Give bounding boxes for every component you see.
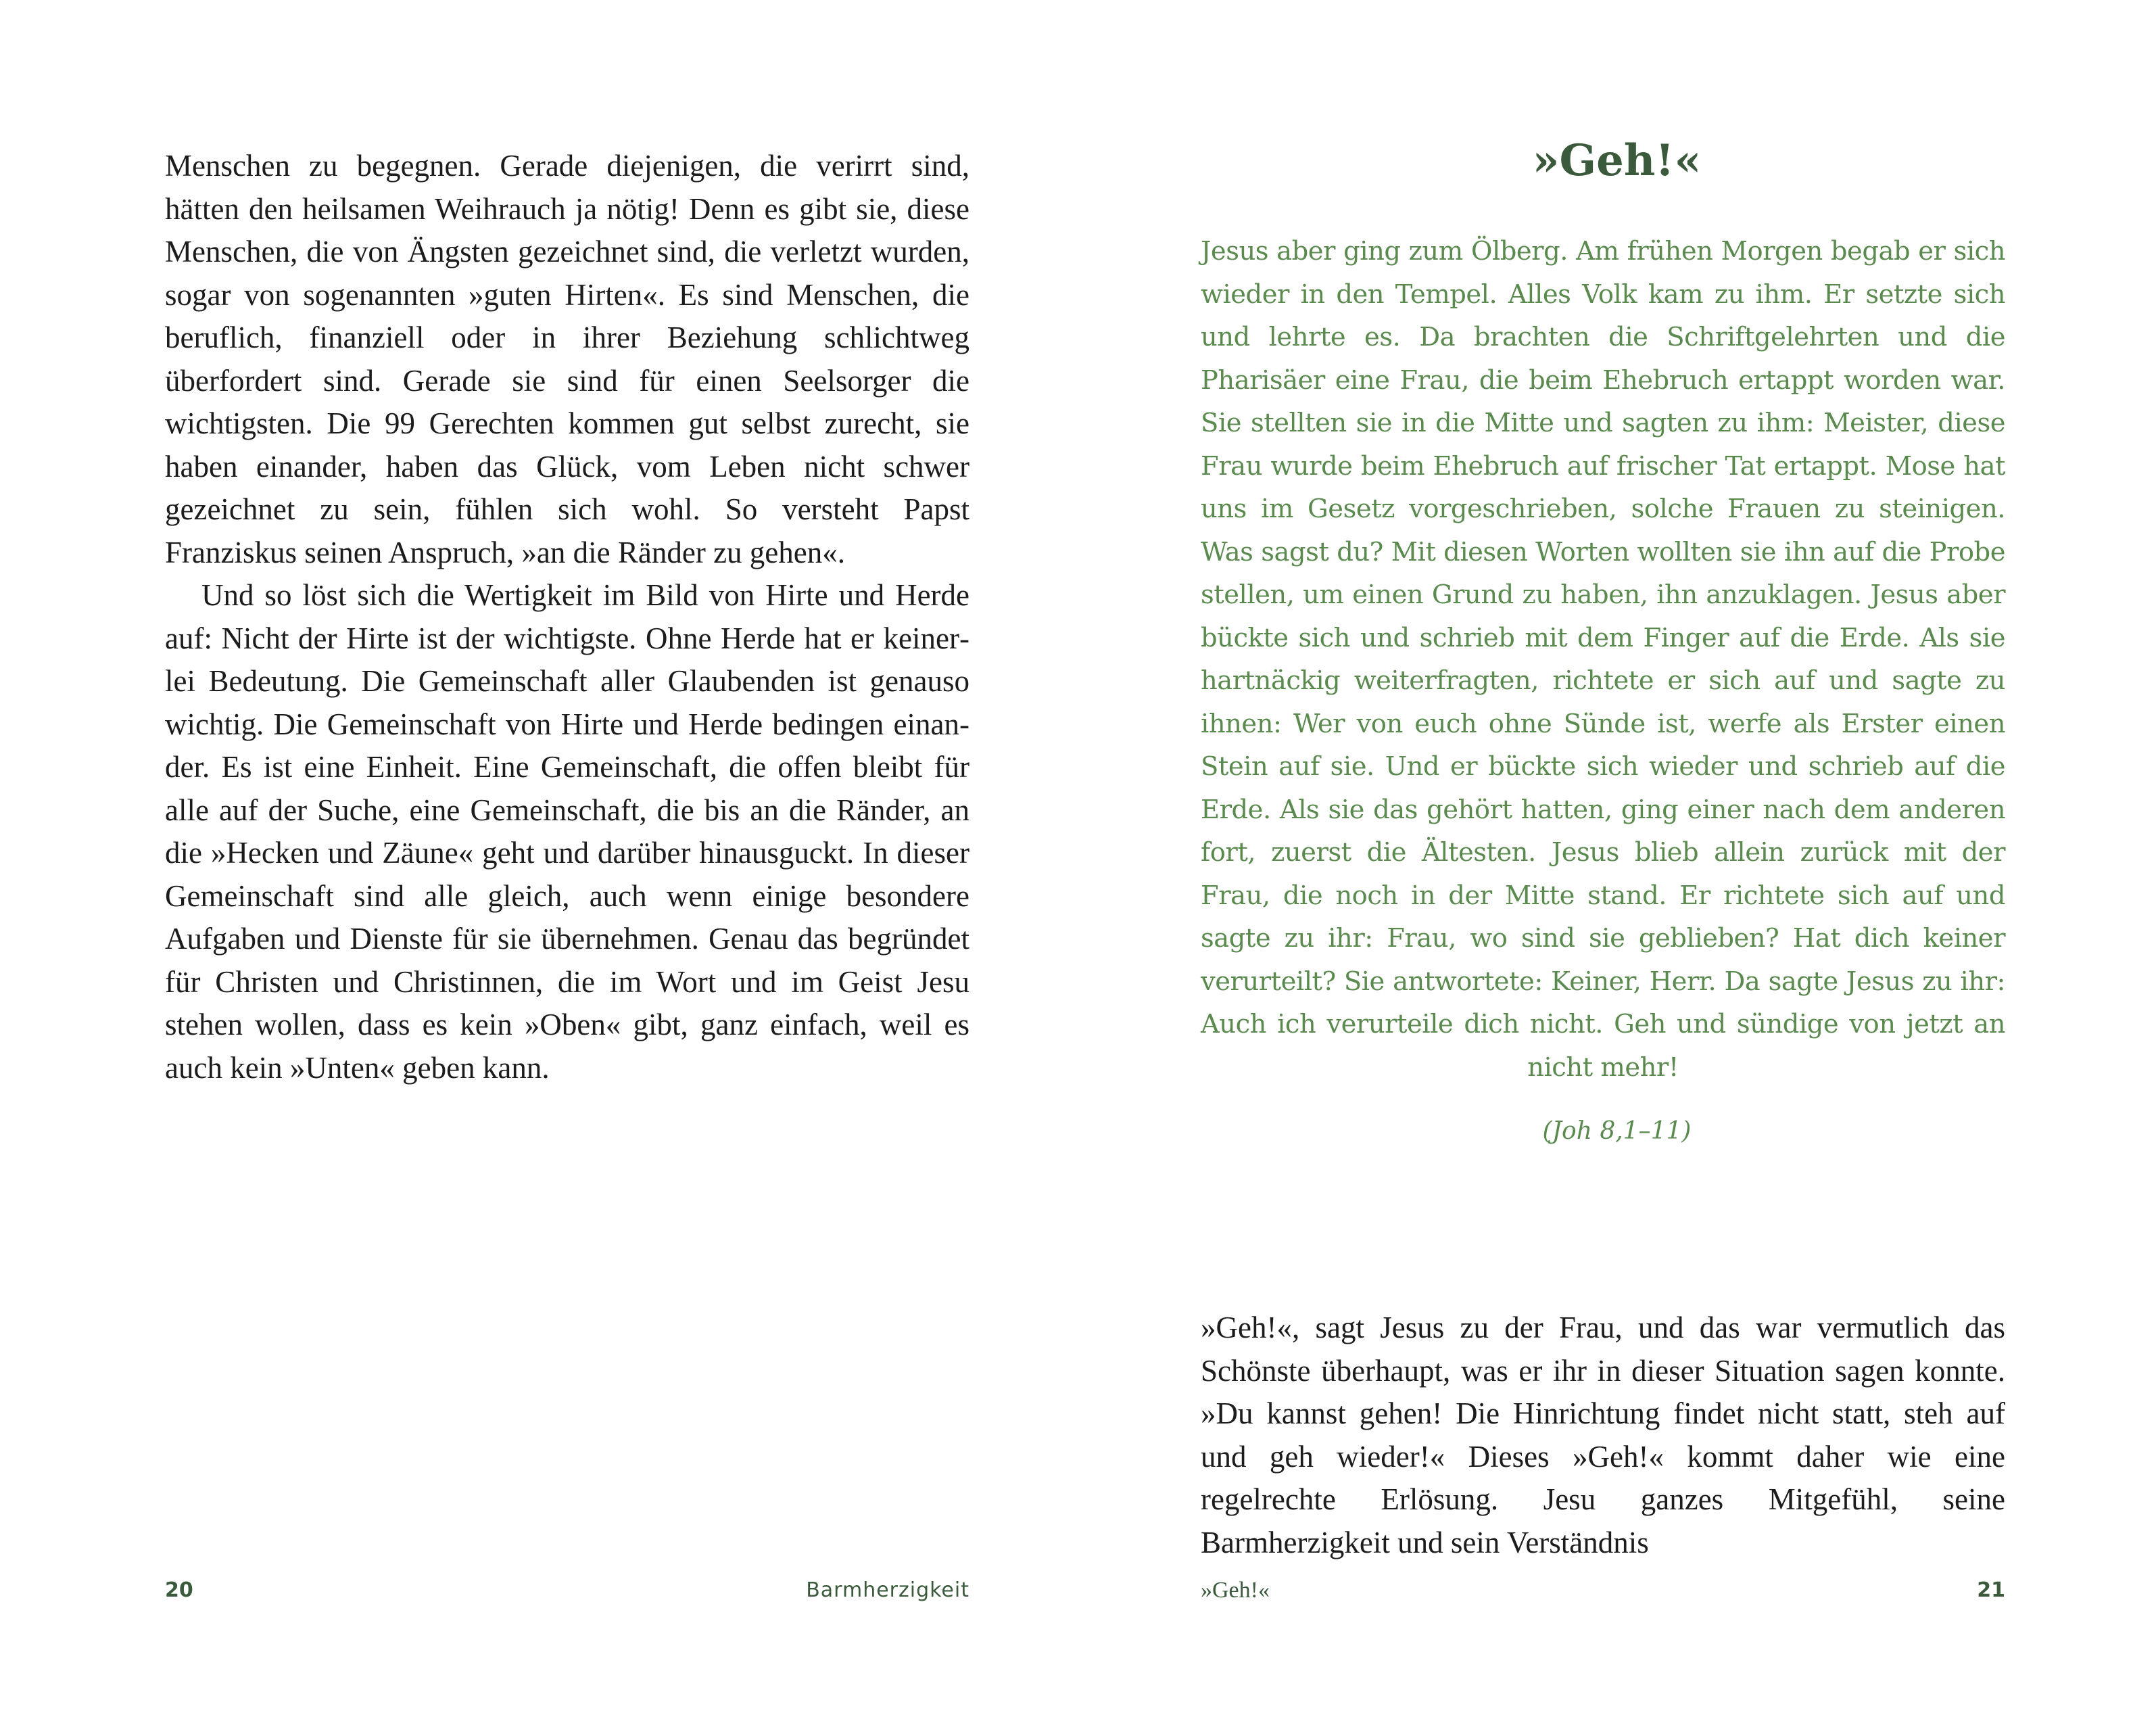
chapter-title: »Geh!« (1532, 135, 1702, 186)
right-page (1078, 0, 2156, 1717)
left-paragraph-1: Menschen zu begegnen. Gerade diejenigen, die verirrt sind, hätten den heilsamen Weihrauch ja nötig! Denn es gibt sie, diese Menschen, die von Ängsten gezeichnet sind, die verletzt wurden, sogar von sogenannten »guten Hirten«. Es sind Menschen, die beruflich, finanziell oder in ihrer Beziehung schlichtweg überfordert sind. Gerade sie sind für einen Seelsorger die wichtigsten. Die 99 Gerechten kommen gut selbst zurecht, sie haben einander, haben das Glück, vom Leben nicht schwer gezeichnet zu sein, fühlen sich wohl. So versteht Papst Franziskus seinen Anspruch, »an die Ränder zu gehen«. (165, 149, 969, 569)
right-body-text (1201, 1307, 2005, 1564)
running-head-right: »Geh!« (1201, 1578, 1270, 1603)
left-body-text (165, 145, 969, 1089)
bible-reference: (Joh 8,1–11) (1542, 1117, 1692, 1145)
page-number-right: 21 (1977, 1578, 2005, 1602)
right-paragraph-1: »Geh!«, sagt Jesus zu der Frau, und das war vermutlich das Schönste überhaupt, was er ihr in dieser Situation sagen konnte. »Du kannst gehen! Die Hinrichtung findet nicht statt, steh auf und geh wieder!« Dieses »Geh!« kommt daher wie eine regelrechte Erlösung. Jesu ganzes Mitgefühl, seine Barmherzigkeit und sein Verständnis (1201, 1311, 2005, 1559)
bible-passage: Jesus aber ging zum Ölberg. Am frühen Morgen begab er sich wieder in den Tempel. Alles Volk kam zu ihm. Er setzte sich und lehrte es. Da brachten die Schriftgelehrten und die Pharisäer eine Frau, die beim Ehebruch ertappt worden war. Sie stellten sie in die Mitte und sagten zu ihm: Meister, diese Frau wurde beim Ehebruch auf frischer Tat ertappt. Mose hat uns im Gesetz vorgeschrieben, solche Frauen zu steinigen. Was sagst du? Mit diesen Worten wollten sie ihn auf die Probe stellen, um einen Grund zu haben, ihn anzuklagen. Jesus aber bückte sich und schrieb mit dem Finger auf die Erde. Als sie hartnäckig weiterfragten, richtete er sich auf und sagte zu ihnen: Wer von euch ohne Sünde ist, werfe als Erster einen Stein auf sie. Und er bückte sich wieder und schrieb auf die Erde. Als sie das gehört hatten, ging einer nach dem anderen fort, zuerst die Ältesten. Jesus blieb allein zurück mit der Frau, die noch in der Mitte stand. Er richtete sich auf und sagte zu ihr: Frau, wo sind sie geblieben? Hat dich keiner verurteilt? Sie antwortete: Keiner, Herr. Da sagte Jesus zu ihr: Auch ich verurteile dich nicht. Geh und sündige von jetzt an nicht mehr! (1201, 236, 2005, 1083)
left-paragraph-2: Und so löst sich die Wertigkeit im Bild von Hirte und Herde auf: Nicht der Hirte ist der wichtigste. Ohne Herde hat er keinerlei Bedeutung. Die Gemeinschaft aller Glaubenden ist genauso wichtig. Die Gemeinschaft von Hirte und Herde bedingen einander. Es ist eine Einheit. Eine Gemeinschaft, die offen bleibt für alle auf der Suche, eine Gemeinschaft, die bis an die Ränder, an die »Hecken und Zäune« geht und darüber hinausguckt. In dieser Gemeinschaft sind alle gleich, auch wenn einige besondere Aufgaben und Dienste für sie übernehmen. Genau das begründet für Christen und Christinnen, die im Wort und im Geist Jesu stehen wollen, dass es kein »Oben« gibt, ganz einfach, weil es auch kein »Unten« geben kann. (165, 578, 969, 1085)
running-head-left: Barmherzigkeit (806, 1578, 969, 1602)
page-number-left: 20 (165, 1578, 193, 1602)
